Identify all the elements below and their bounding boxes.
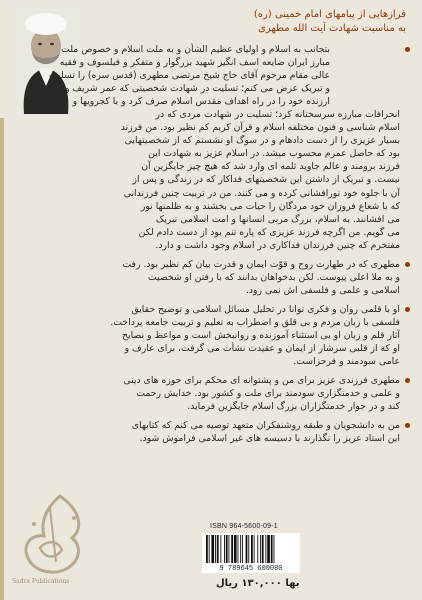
barcode-bar bbox=[220, 535, 221, 563]
quote-line: او با قلمی روان و فکری توانا در تحلیل مسائل اسلامی و توضیح حقایق bbox=[131, 303, 400, 315]
quote-line: کند و در جوار خدمتگزاران بزرگ اسلام جایگزین فرماید. bbox=[187, 401, 400, 413]
quote-line: او که از قلبی سرشار از ایمان و عقیدت نشأت می گرفت، برای عارف و bbox=[124, 343, 400, 355]
quote-line: ارزنده خود را در راه اهداف مقدس اسلام صرف کرد و با کجرویها و bbox=[72, 96, 330, 108]
quote-line: می افشانند. به اسلام، بزرگ مربی انسانها و امت اسلامی تبریک bbox=[155, 213, 400, 225]
barcode-bar bbox=[234, 535, 237, 563]
barcode-bar bbox=[206, 535, 208, 563]
quote-line: بسیار عزیزی را از دست دادهام و در سوگ او نشستم که از شخصیتهایی bbox=[124, 135, 400, 147]
quote-line: مطهری فرزندی عزیز برای من و پشتوانه ای محکم برای حوزه های دینی bbox=[123, 375, 400, 387]
quote-line: اسلامی و علمی و فلسفی اش نمی رود. bbox=[245, 284, 400, 296]
barcode-bar bbox=[209, 535, 210, 563]
quote-line: و علمی و خدمتگزاری سودمند برای ملت و کشور بود. خدایش رحمت bbox=[136, 388, 400, 400]
barcode-bar bbox=[260, 535, 261, 563]
barcode bbox=[202, 533, 300, 565]
quote-line: بود که حاصل عمرم محسوب میشد. در اسلام عزیز به شهادت این bbox=[148, 148, 400, 160]
quote-paragraph bbox=[20, 258, 410, 297]
barcode-bar bbox=[246, 535, 248, 563]
barcode-bar bbox=[271, 535, 273, 563]
quote-line: و تبریک عرض می کنم؛ تسلیت در شهادت شخصیتی که عمر شریف و bbox=[64, 83, 330, 95]
quote-line: این استاد عزیز را نگذارند با دسیسه های غیر اسلامی فراموش شود. bbox=[139, 433, 400, 445]
barcode-bar bbox=[248, 535, 249, 563]
barcode-bar bbox=[215, 535, 216, 563]
barcode-bar bbox=[224, 535, 225, 563]
bullet-icon bbox=[405, 378, 410, 383]
quote-line: آن با جلوه خود نورافشانی کرده و می کنند. من در تربیت چنین فرزندانی bbox=[123, 187, 400, 199]
quote-paragraph bbox=[20, 374, 410, 413]
quote-line: فلسفی با زبان مردم و بی قلق و اضطراب به تعلیم و تربیت جامعه پرداخت. bbox=[110, 316, 400, 328]
barcode-bar bbox=[267, 535, 270, 563]
quote-line: عالی مقام مرحوم آقای حاج شیخ مرتضی مطهری (قدس سره) را تسلیت bbox=[49, 70, 330, 82]
heading-line-2: به مناسبت شهادت آیت الله مطهری bbox=[258, 23, 406, 34]
barcode-bar bbox=[274, 535, 275, 563]
quote-line: عامی سودمند و فرحزاست. bbox=[293, 356, 400, 368]
publisher-calligraphy-logo-icon bbox=[10, 488, 94, 590]
quote-line: می گویم. من اگرچه فرزند عزیزی که پاره تنم بود از دست دادم لکن bbox=[138, 226, 400, 238]
barcode-bar bbox=[217, 535, 219, 563]
quote-line: اسلام شناسی و فنون مختلفه اسلام و قرآن کریم کم نظیر بود. من فرزند bbox=[120, 122, 400, 134]
quote-line: فرزند برومند و عالم جاوید ثلمه ای وارد شد که هیچ چیز جایگزین آن bbox=[141, 161, 400, 173]
quotations-body bbox=[20, 43, 410, 451]
quote-line: مبارز ایران ضایعه اسف انگیز شهید بزرگوار و متفکر و فیلسوف و فقیه bbox=[59, 57, 330, 69]
isbn-label: ISBN 964-5600-09-1 bbox=[210, 523, 278, 530]
barcode-number: 9 789645 600080 bbox=[202, 565, 300, 573]
heading-line-1: فرازهایی از پیامهای امام خمینی (ره) bbox=[253, 9, 406, 20]
barcode-bar bbox=[262, 535, 264, 563]
publisher-logo bbox=[10, 488, 94, 590]
barcode-bar bbox=[240, 535, 241, 563]
bullet-icon bbox=[405, 47, 410, 52]
quote-line: مطهری که در طهارت روح و قوّت ایمان و قدرت بیان کم نظیر بود. رفت bbox=[122, 258, 400, 270]
barcode-bar bbox=[257, 535, 258, 563]
price-label: بها ۱۳۰,۰۰۰ ریال bbox=[216, 578, 300, 589]
barcode-bar bbox=[211, 535, 214, 563]
quote-line: انحرافات مبارزه سرسختانه کرد؛ تسلیت در شهادت مردی که در bbox=[155, 109, 400, 121]
quote-line: من به دانشجویان و طبقه روشنفکران متعهد توصیه می کنم که کتابهای bbox=[131, 420, 400, 432]
quote-paragraph bbox=[20, 419, 410, 445]
quote-line: که با شعاع فروزان خود مردگان را حیات می بخشند و به ظلمتها نور bbox=[140, 200, 400, 212]
quote-line: بتجانب به اسلام و اولیای عظیم الشأن و به ملت اسلام و خصوص ملت bbox=[61, 44, 330, 55]
bullet-icon bbox=[405, 423, 410, 428]
barcode-bar bbox=[265, 535, 266, 563]
barcode-bar bbox=[231, 535, 233, 563]
decorative-rule bbox=[0, 118, 4, 600]
barcode-bar bbox=[254, 535, 255, 563]
quote-paragraph bbox=[20, 43, 410, 252]
publisher-name: Sadra Publications bbox=[12, 578, 70, 585]
barcode-bar bbox=[229, 535, 230, 563]
bullet-icon bbox=[405, 307, 410, 312]
heading bbox=[90, 8, 406, 36]
bullet-icon bbox=[405, 262, 410, 267]
barcode-bar bbox=[242, 535, 243, 563]
quote-line: نیست. و تبریک از داشتن این شخصیتهای فداکار که در زندگی و پس از bbox=[132, 174, 400, 186]
barcode-bar bbox=[251, 535, 253, 563]
quote-line: و به ملا اعلی پیوست. لکن بدخواهان بدانند که با رفتن او شخصیت bbox=[147, 271, 400, 283]
quote-paragraph bbox=[20, 303, 410, 368]
quote-line: مفتخرم که چنین فرزندان فداکاری در اسلام وجود داشت و دارد. bbox=[155, 239, 400, 251]
barcode-bar bbox=[226, 535, 228, 563]
quote-line: آثار قلم و زبان او بی استثناء آموزنده و روانبخش است و مواعظ و نصایح bbox=[122, 329, 400, 341]
barcode-bar bbox=[238, 535, 239, 563]
barcode-icon bbox=[202, 533, 300, 565]
